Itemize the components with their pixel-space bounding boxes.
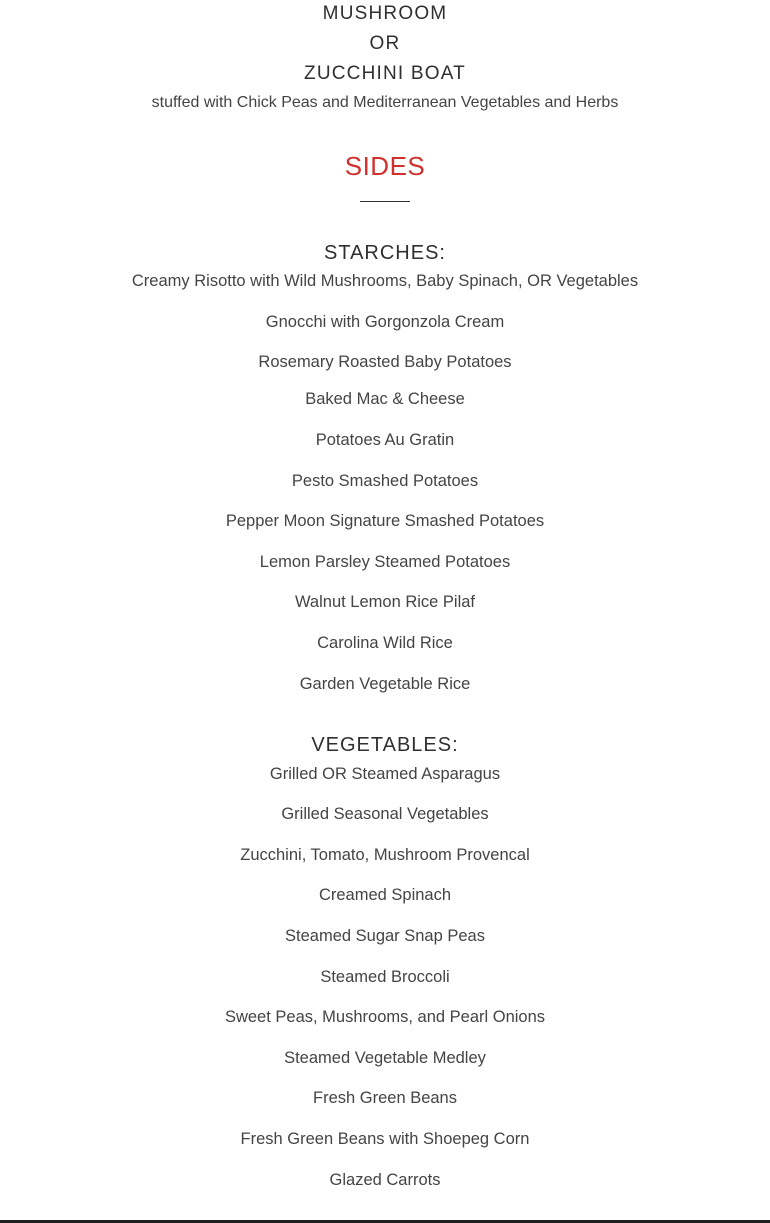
previous-line-cutoff bbox=[130, 0, 640, 2]
vegetables-heading: VEGETABLES: bbox=[311, 734, 459, 756]
vegetable-item: Creamed Spinach bbox=[318, 886, 452, 904]
entree-line-3: ZUCCHINI BOAT bbox=[304, 63, 466, 84]
starch-item: Potatoes Au Gratin bbox=[315, 431, 455, 449]
vegetable-item: Steamed Broccoli bbox=[320, 968, 450, 986]
starch-item: Pesto Smashed Potatoes bbox=[291, 472, 479, 490]
starch-item: Garden Vegetable Rice bbox=[299, 675, 471, 693]
vegetable-item: Fresh Green Beans with Shoepeg Corn bbox=[240, 1130, 530, 1148]
section-title-sides: SIDES bbox=[344, 151, 426, 181]
entree-description: stuffed with Chick Peas and Mediterranean Vegetables and Herbs bbox=[151, 94, 619, 111]
vegetable-item: Steamed Vegetable Medley bbox=[284, 1049, 486, 1067]
starches-heading: STARCHES: bbox=[324, 242, 446, 264]
vegetable-item: Grilled OR Steamed Asparagus bbox=[269, 765, 501, 783]
vegetable-item: Steamed Sugar Snap Peas bbox=[285, 927, 485, 945]
starch-item: Lemon Parsley Steamed Potatoes bbox=[259, 553, 511, 571]
starch-item: Walnut Lemon Rice Pilaf bbox=[294, 593, 476, 611]
starch-item: Carolina Wild Rice bbox=[317, 634, 453, 652]
vegetable-item: Fresh Green Beans bbox=[313, 1089, 457, 1107]
entree-line-1: MUSHROOM bbox=[322, 3, 448, 24]
section-divider bbox=[360, 201, 410, 202]
vegetable-item: Sweet Peas, Mushrooms, and Pearl Onions bbox=[224, 1008, 546, 1026]
entree-line-2: OR bbox=[369, 33, 401, 54]
starch-item: Creamy Risotto with Wild Mushrooms, Baby Spinach, OR Vegetables bbox=[131, 272, 639, 290]
starch-item: Gnocchi with Gorgonzola Cream bbox=[265, 313, 505, 331]
vegetable-item: Zucchini, Tomato, Mushroom Provencal bbox=[240, 846, 530, 864]
vegetable-item: Grilled Seasonal Vegetables bbox=[281, 805, 489, 823]
vegetable-item: Glazed Carrots bbox=[329, 1171, 441, 1189]
starch-item: Rosemary Roasted Baby Potatoes bbox=[258, 353, 512, 371]
starch-item: Baked Mac & Cheese bbox=[305, 390, 465, 408]
starch-item: Pepper Moon Signature Smashed Potatoes bbox=[225, 512, 545, 530]
